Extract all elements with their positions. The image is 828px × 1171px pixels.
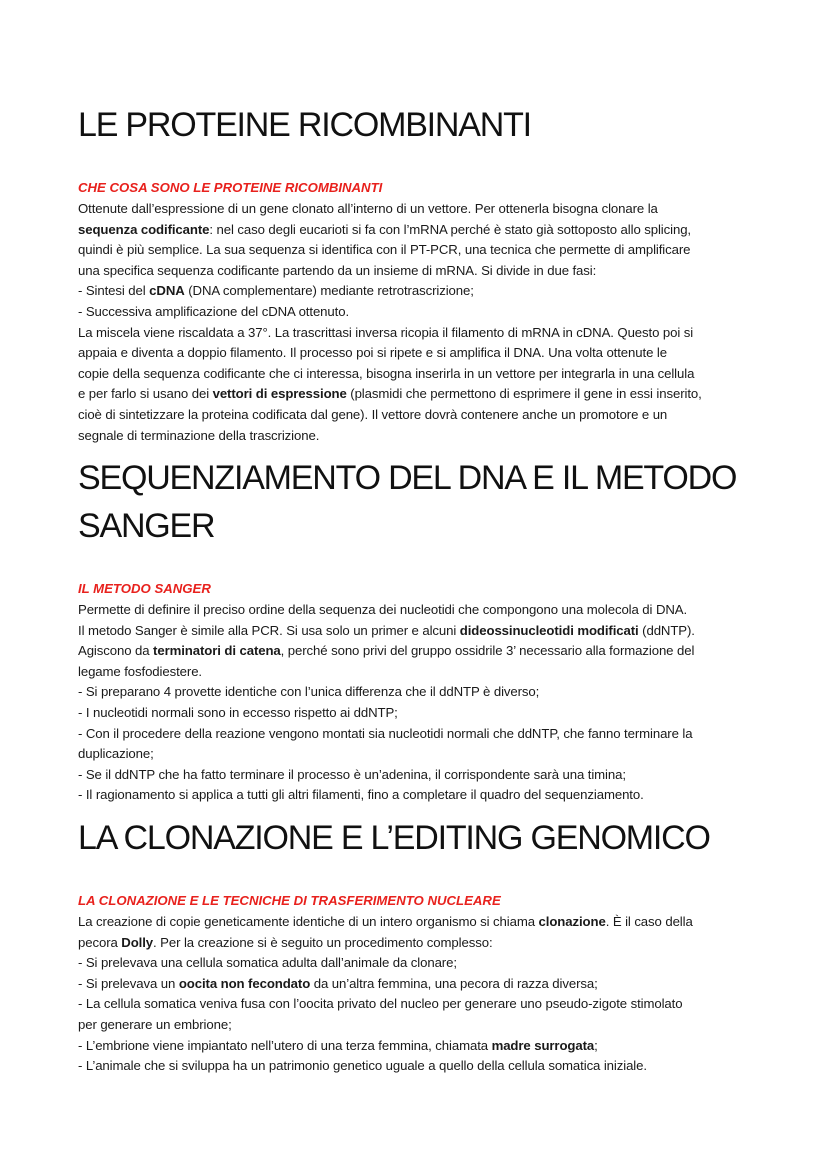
text-run: appaia e diventa a doppio filamento. Il processo poi si ripete e si amplifica il DNA. Una volta ottenute le: [78, 345, 667, 361]
text-line: [78, 994, 748, 1015]
text-run: - Il ragionamento si applica a tutti gli altri filamenti, fino a completare il quadro del sequenziamento.: [78, 787, 644, 803]
section-title-sanger-line2: SANGER: [78, 507, 215, 545]
section-body-sanger: [78, 600, 748, 806]
text-run: (ddNTP).: [638, 622, 695, 638]
text-line: [78, 323, 748, 344]
text-line: [78, 765, 748, 786]
text-line: [78, 1036, 748, 1057]
text-line: [78, 703, 748, 724]
text-line: [78, 343, 748, 364]
text-line: [78, 199, 748, 220]
text-run: cioè di sintetizzare la proteina codificata dal gene). Il vettore dovrà contenere anche un promotore e un: [78, 406, 668, 422]
text-run: Ottenute dall’espressione di un gene clonato all’interno di un vettore. Per ottenerla bisogna clonare la: [78, 201, 658, 216]
text-run: Il metodo Sanger è simile alla PCR. Si usa solo un primer e alcuni: [78, 622, 460, 638]
text-run: (DNA complementare) mediante retrotrascrizione;: [184, 283, 474, 299]
text-run: segnale di terminazione della trascrizione.: [78, 427, 320, 443]
text-run: da un’altra femmina, una pecora di razza diversa;: [310, 975, 598, 991]
text-run: - I nucleotidi normali sono in eccesso rispetto ai ddNTP;: [78, 704, 398, 720]
text-run: copie della sequenza codificante che ci interessa, bisogna inserirla in un vettore per integrarla in una cellula: [78, 365, 695, 381]
text-run: . È il caso della: [605, 914, 693, 929]
text-run: - Con il procedere della reazione vengono montati sia nucleotidi normali che ddNTP, che fanno terminare la: [78, 725, 693, 741]
bold-term: cDNA: [149, 283, 185, 299]
text-run: - Successiva amplificazione del cDNA ottenuto.: [78, 303, 350, 319]
text-line: [78, 426, 748, 447]
bold-term: Dolly: [121, 934, 154, 950]
text-line: [78, 682, 748, 703]
section-title-sanger-line1: SEQUENZIAMENTO DEL DNA E IL METODO: [78, 459, 737, 497]
bold-term: oocita non fecondato: [178, 975, 311, 991]
text-run: duplicazione;: [78, 746, 154, 762]
text-run: , perché sono privi del gruppo ossidrile 3’ necessario alla formazione del: [280, 643, 695, 659]
text-line: [78, 1056, 748, 1077]
text-run: La miscela viene riscaldata a 37°. La trascrittasi inversa ricopia il filamento di mRNA in cDNA. Questo poi si: [78, 324, 694, 340]
text-run: - Si preparano 4 provette identiche con l’unica differenza che il ddNTP è diverso;: [78, 684, 540, 700]
bold-term: clonazione: [538, 914, 606, 929]
text-run: La creazione di copie geneticamente identiche di un intero organismo si chiama: [78, 914, 539, 929]
bold-term: vettori di espressione: [212, 386, 347, 402]
bold-term: terminatori di catena: [153, 643, 281, 659]
text-run: (plasmidi che permettono di esprimere il gene in essi inserito,: [346, 386, 702, 402]
text-run: : nel caso degli eucarioti si fa con l’mRNA perché è stato già sottoposto allo splicing,: [209, 221, 691, 237]
text-line: [78, 744, 748, 765]
text-run: - Sintesi del: [78, 283, 150, 299]
text-run: - La cellula somatica veniva fusa con l’oocita privato del nucleo per generare uno pseudo-zigote stimolato: [78, 996, 683, 1012]
bold-term: dideossinucleotidi modificati: [459, 622, 639, 638]
section-subtitle-clonazione: LA CLONAZIONE E LE TECNICHE DI TRASFERIMENTO NUCLEARE: [78, 893, 501, 908]
text-line: [78, 953, 748, 974]
text-run: ;: [594, 1037, 598, 1053]
text-run: Agiscono da: [78, 643, 154, 659]
text-line: [78, 912, 748, 933]
section-title-clonazione: LA CLONAZIONE E L’EDITING GENOMICO: [78, 819, 710, 857]
text-run: per generare un embrione;: [78, 1016, 232, 1032]
text-line: [78, 405, 748, 426]
section-title-proteine: LE PROTEINE RICOMBINANTI: [78, 106, 531, 144]
text-line: [78, 641, 748, 662]
text-line: [78, 1015, 748, 1036]
text-run: quindi è più semplice. La sua sequenza si identifica con il PT-PCR, una tecnica che permette di amplificare: [78, 242, 691, 258]
text-line: [78, 220, 748, 241]
text-line: [78, 261, 748, 282]
text-line: [78, 974, 748, 995]
text-line: [78, 600, 748, 621]
text-run: Permette di definire il preciso ordine della sequenza dei nucleotidi che compongono una molecola di DNA.: [78, 602, 688, 617]
text-run: e per farlo si usano dei: [78, 386, 213, 402]
text-line: [78, 384, 748, 405]
text-run: - L’embrione viene impiantato nell’utero di una terza femmina, chiamata: [78, 1037, 492, 1053]
section-subtitle-sanger: IL METODO SANGER: [78, 581, 211, 596]
text-run: legame fosfodiestere.: [78, 663, 202, 679]
text-line: [78, 302, 748, 323]
section-body-clonazione: [78, 912, 748, 1077]
text-line: [78, 364, 748, 385]
section-subtitle-proteine: CHE COSA SONO LE PROTEINE RICOMBINANTI: [78, 180, 383, 195]
text-run: pecora: [78, 934, 122, 950]
text-line: [78, 785, 748, 806]
bold-term: madre surrogata: [491, 1037, 595, 1053]
text-run: - L’animale che si sviluppa ha un patrimonio genetico uguale a quello della cellula somatica iniziale.: [78, 1058, 647, 1074]
text-run: - Si prelevava un: [78, 975, 179, 991]
bold-term: sequenza codificante: [78, 221, 210, 237]
text-line: [78, 621, 748, 642]
text-line: [78, 933, 748, 954]
text-run: . Per la creazione si è seguito un procedimento complesso:: [153, 934, 493, 950]
text-line: [78, 662, 748, 683]
text-run: una specifica sequenza codificante partendo da un insieme di mRNA. Si divide in due fasi:: [78, 262, 597, 278]
text-line: [78, 724, 748, 745]
text-run: - Se il ddNTP che ha fatto terminare il processo è un’adenina, il corrispondente sarà una timina;: [78, 766, 626, 782]
text-line: [78, 281, 748, 302]
section-body-proteine: [78, 199, 748, 446]
text-line: [78, 240, 748, 261]
text-run: - Si prelevava una cellula somatica adulta dall’animale da clonare;: [78, 955, 457, 971]
